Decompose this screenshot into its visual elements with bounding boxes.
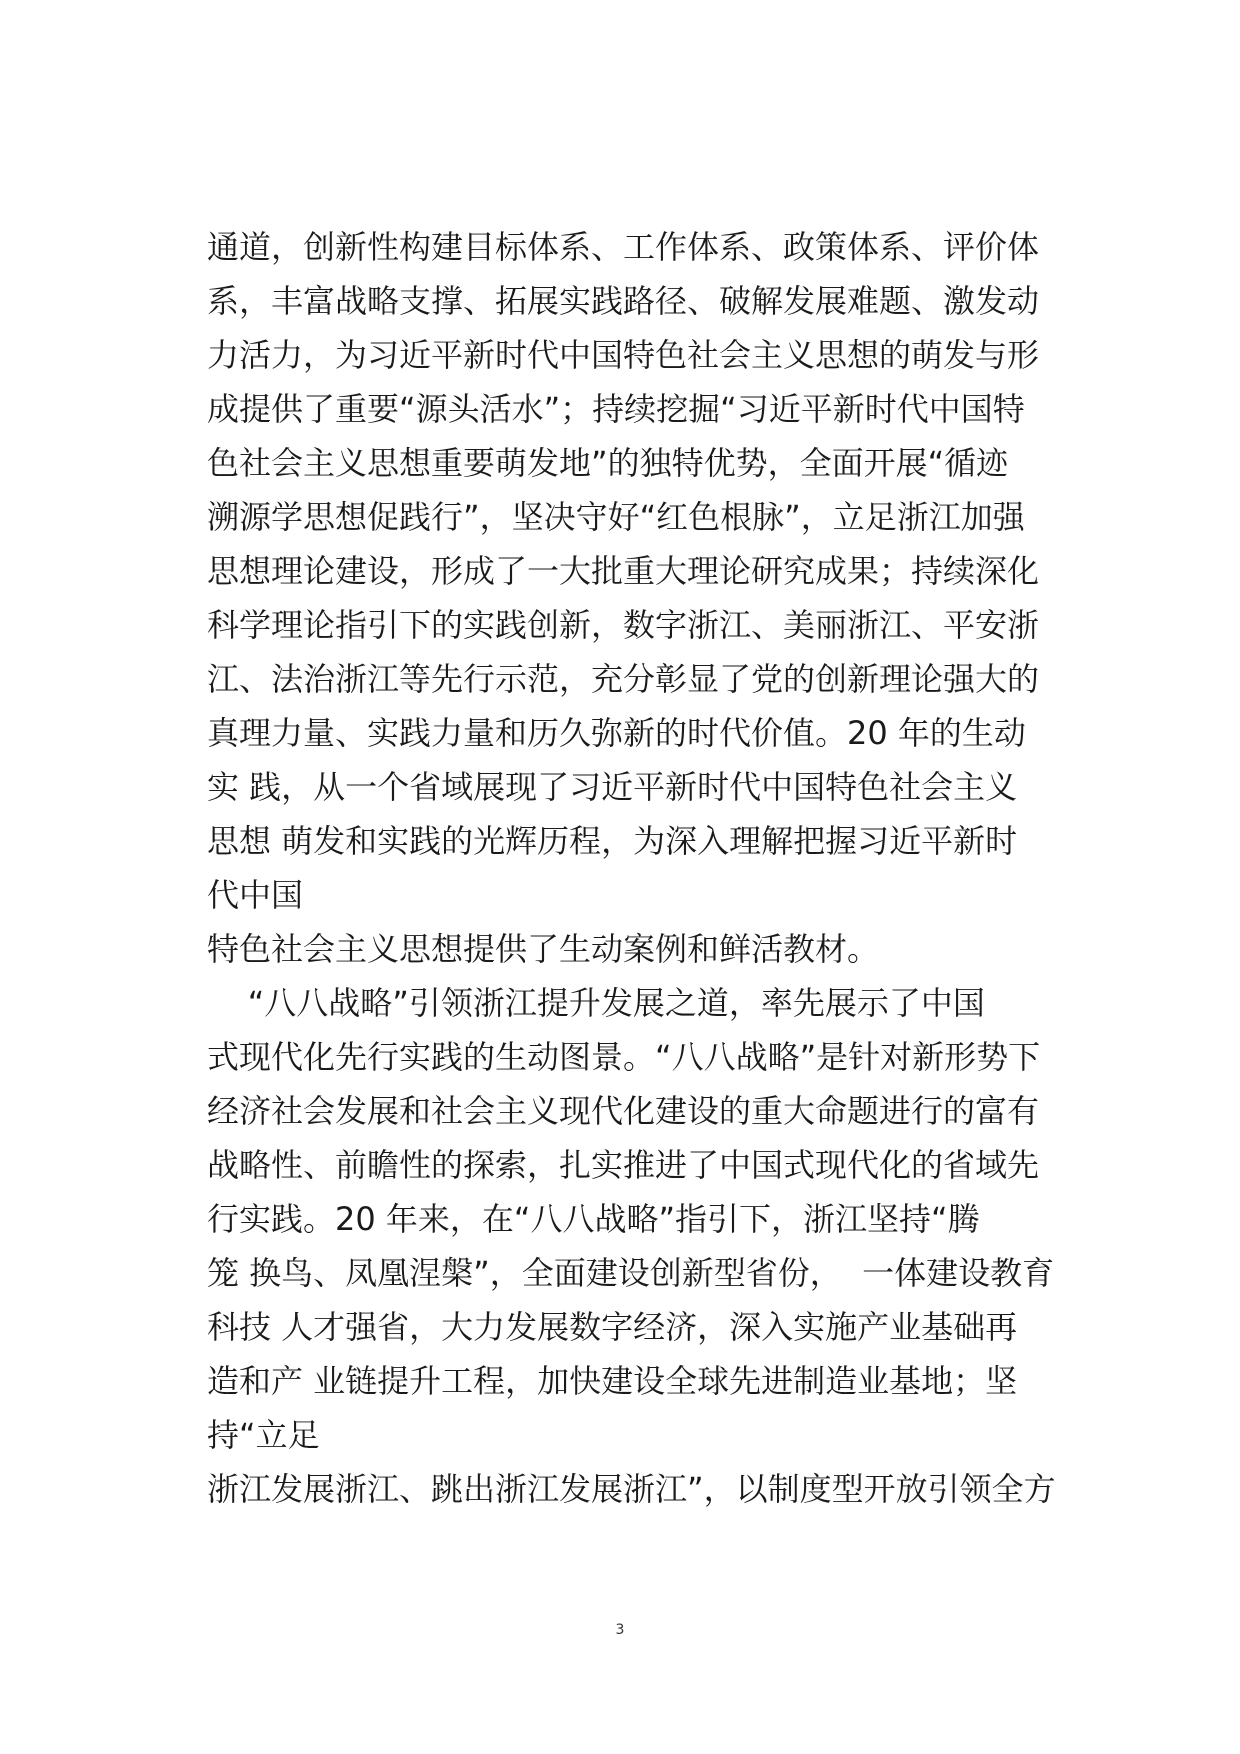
body-text (207, 220, 1067, 1516)
text-line: 色社会主义思想重要萌发地”的独特优势，全面开展“循迹 (207, 444, 1009, 482)
text-line: 成提供了重要“源头活水”；持续挖掘“习近平新时代中国特 (207, 390, 1025, 428)
text-line: 行实践。20 年来，在“八八战略”指引下，浙江坚持“腾 (207, 1200, 980, 1238)
text-line: 科技 人才强省，大力发展数字经济，深入实施产业基础再 (207, 1308, 1018, 1346)
text-line: 系，丰富战略支撑、拓展实践路径、破解发展难题、激发动 (207, 282, 1040, 320)
text-line: 力活力，为习近平新时代中国特色社会主义思想的萌发与形 (207, 336, 1040, 374)
text-line: 江、法治浙江等先行示范，充分彰显了党的创新理论强大的 (207, 660, 1040, 698)
text-line: 思想 萌发和实践的光辉历程，为深入理解把握习近平新时 (207, 822, 1018, 860)
text-line: 持“立足 (207, 1416, 320, 1454)
text-line: “八八战略”引领浙江提升发展之道，率先展示了中国 (207, 984, 985, 1022)
text-line: 式现代化先行实践的生动图景。“八八战略”是针对新形势下 (207, 1038, 1041, 1076)
text-line: 溯源学思想促践行”，坚决守好“红色根脉”，立足浙江加强 (207, 498, 1025, 536)
text-line: 实 践，从一个省域展现了习近平新时代中国特色社会主义 (207, 768, 1018, 806)
text-line: 通道，创新性构建目标体系、工作体系、政策体系、评价体 (207, 228, 1040, 266)
text-line: 思想理论建设，形成了一大批重大理论研究成果；持续深化 (207, 552, 1040, 590)
text-line: 笼 换鸟、凤凰涅槃”，全面建设创新型省份， 一体建设教育 (207, 1254, 1055, 1292)
text-line: 战略性、前瞻性的探索，扎实推进了中国式现代化的省域先 (207, 1146, 1040, 1184)
text-line: 科学理论指引下的实践创新，数字浙江、美丽浙江、平安浙 (207, 606, 1040, 644)
text-line: 真理力量、实践力量和历久弥新的时代价值。20 年的生动 (207, 714, 1026, 752)
text-line: 经济社会发展和社会主义现代化建设的重大命题进行的富有 (207, 1092, 1040, 1130)
page-number: 3 (615, 1622, 625, 1638)
text-line: 造和产 业链提升工程，加快建设全球先进制造业基地；坚 (207, 1362, 1018, 1400)
text-line: 特色社会主义思想提供了生动案例和鲜活教材。 (207, 930, 880, 968)
text-line: 代中国 (207, 876, 304, 914)
text-line: 浙江发展浙江、跳出浙江发展浙江”，以制度型开放引领全方 (207, 1470, 1056, 1508)
